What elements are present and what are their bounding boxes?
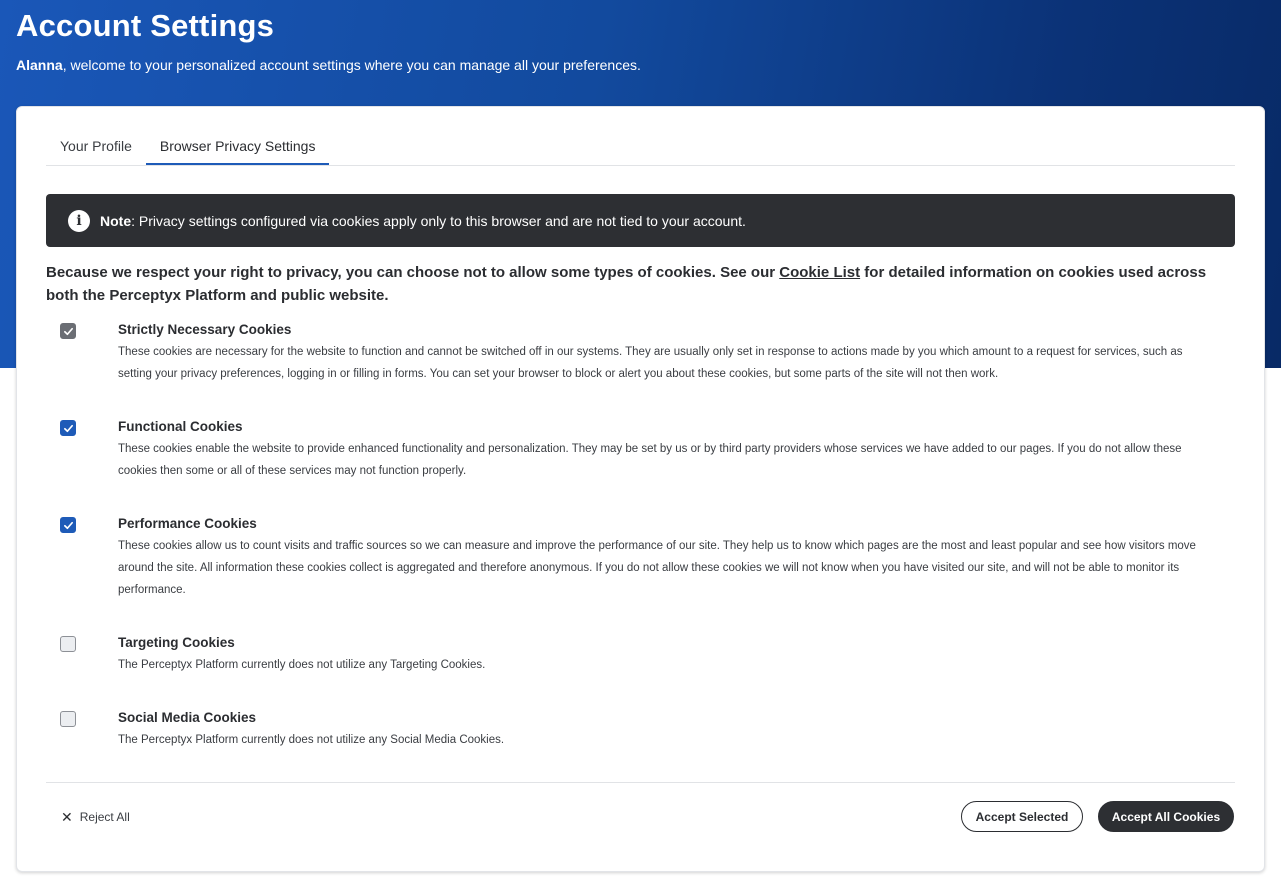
tab-bar	[46, 107, 1235, 166]
intro-text-end: for detailed information on cookies used across both the Perceptyx Platform and public website.	[46, 264, 1207, 304]
tab-your-profile[interactable]: Your Profile	[60, 138, 132, 154]
cookie-list-link[interactable]: Cookie List	[779, 264, 861, 281]
cookie-title: Strictly Necessary Cookies	[118, 322, 292, 337]
reject-all-button[interactable]	[61, 807, 130, 827]
performance-checkbox[interactable]	[60, 517, 76, 533]
page-title: Account Settings	[16, 8, 275, 43]
check-icon	[63, 326, 74, 337]
cookie-description: The Perceptyx Platform currently does not utilize any Social Media Cookies.	[118, 734, 505, 746]
cookie-title: Functional Cookies	[118, 419, 243, 434]
reject-all-label: Reject All	[79, 810, 130, 824]
cookie-title: Social Media Cookies	[118, 710, 257, 725]
note-label: Note	[100, 212, 132, 229]
info-icon: i	[68, 210, 90, 232]
targeting-checkbox[interactable]	[60, 636, 76, 652]
strictly-necessary-checkbox	[60, 323, 76, 339]
note-banner	[46, 194, 1235, 247]
cookie-title: Performance Cookies	[118, 516, 257, 531]
cookie-description: These cookies allow us to count visits and traffic sources so we can measure and improve the performance of our site. They help us to know which pages are the most and least popular and see how visitors move around the site. All information these cookies collect is aggregated and therefore anonymous. If you do not allow these cookies we will not know when you have visited our site, and will not be able to monitor its performance.	[118, 540, 1196, 596]
functional-checkbox[interactable]	[60, 420, 76, 436]
note-text: : Privacy settings configured via cookies apply only to this browser and are not tied to your account.	[131, 212, 746, 229]
footer-divider	[46, 782, 1235, 783]
cookie-description: These cookies are necessary for the website to function and cannot be switched off in our systems. They are usually only set in response to actions made by you which amount to a request for services, such as setting your privacy preferences, logging in or filling in forms. You can set your browser to block or alert you about these cookies, but some parts of the site will not then work.	[118, 346, 1183, 380]
cookie-description: The Perceptyx Platform currently does not utilize any Targeting Cookies.	[118, 659, 486, 671]
welcome-message	[16, 57, 641, 73]
cookie-description: These cookies enable the website to provide enhanced functionality and personalization. They may be set by us or by third party providers whose services we have added to our pages. If you do not allow these cookies then some or all of these services may not function properly.	[118, 443, 1182, 477]
check-icon	[63, 520, 74, 531]
accept-all-cookies-button[interactable]: Accept All Cookies	[1098, 801, 1234, 832]
settings-card	[16, 106, 1265, 872]
user-name: Alanna	[16, 57, 63, 73]
check-icon	[63, 423, 74, 434]
intro-text-start: Because we respect your right to privacy, you can choose not to allow some types of cookies. See our	[46, 264, 780, 281]
cookie-title: Targeting Cookies	[118, 635, 235, 650]
accept-selected-button[interactable]: Accept Selected	[961, 801, 1083, 832]
tab-browser-privacy-settings[interactable]: Browser Privacy Settings	[146, 107, 330, 165]
welcome-text: , welcome to your personalized account settings where you can manage all your preferences.	[62, 57, 641, 73]
privacy-intro	[46, 261, 1236, 307]
close-icon: ✕	[61, 808, 73, 825]
social-media-checkbox[interactable]	[60, 711, 76, 727]
